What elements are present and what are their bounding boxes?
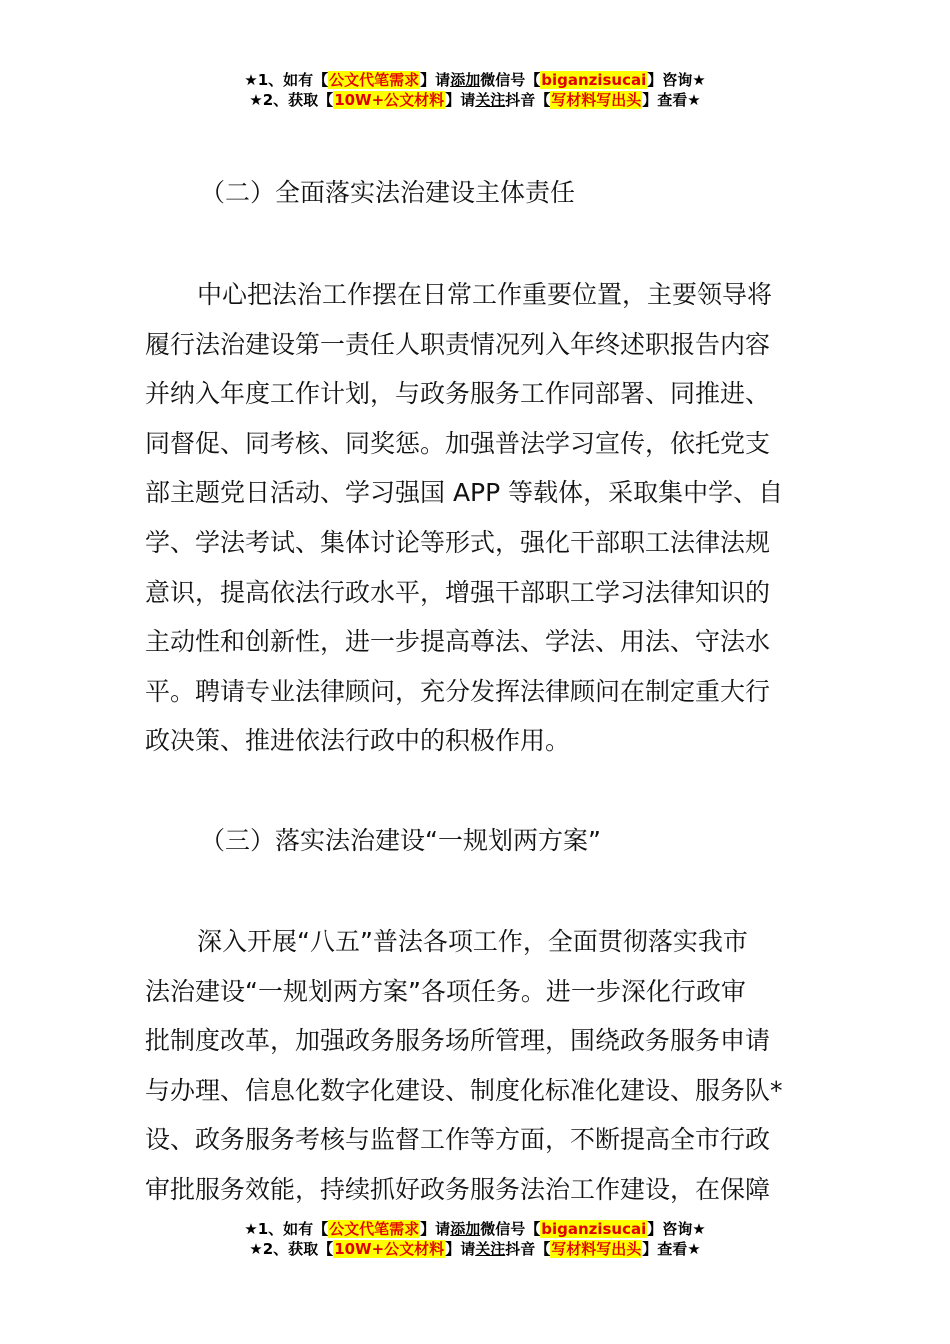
paragraph-line: 法治建设“一规划两方案”各项任务。进一步深化行政审 bbox=[145, 976, 746, 1006]
underlined-text: 关注 bbox=[475, 1240, 506, 1258]
highlight-text: 10W+公文材料 bbox=[334, 1240, 445, 1258]
wechat-id: biganzisucai bbox=[541, 71, 647, 89]
underlined-text: 添加 bbox=[450, 71, 481, 89]
paragraph-line: 与办理、信息化数字化建设、制度化标准化建设、服务队* bbox=[145, 1075, 783, 1105]
banner-text: 】咨询★ bbox=[647, 71, 706, 89]
banner-text: 】请 bbox=[420, 71, 451, 89]
banner-text: 】查看★ bbox=[642, 91, 701, 109]
paragraph-line: 部主题党日活动、学习强国 APP 等载体，采取集中学、自 bbox=[145, 478, 784, 508]
paragraph-line: 批制度改革，加强政务服务场所管理，围绕政务服务申请 bbox=[145, 1026, 771, 1056]
banner-line-1 bbox=[0, 1219, 950, 1239]
banner-text: 】咨询★ bbox=[647, 1220, 706, 1238]
banner-text: 】查看★ bbox=[642, 1240, 701, 1258]
underlined-text: 关注 bbox=[475, 91, 506, 109]
banner-text: 】请 bbox=[445, 91, 476, 109]
paragraph-line: 平。聘请专业法律顾问，充分发挥法律顾问在制定重大行 bbox=[145, 676, 771, 706]
highlight-text: 公文代笔需求 bbox=[329, 1220, 420, 1238]
paragraph-line: 履行法治建设第一责任人职责情况列入年终述职报告内容 bbox=[145, 329, 771, 359]
section-heading-3: （三）落实法治建设“一规划两方案” bbox=[200, 826, 601, 855]
paragraph-line: 政决策、推进依法行政中的积极作用。 bbox=[145, 726, 571, 756]
banner-text: ★2、获取【 bbox=[249, 91, 334, 109]
banner-text: 微信号【 bbox=[480, 71, 541, 89]
banner-text: 】请 bbox=[420, 1220, 451, 1238]
highlight-text: 10W+公文材料 bbox=[334, 91, 445, 109]
section-heading-2: （二）全面落实法治建设主体责任 bbox=[200, 178, 576, 207]
banner-text: ★1、如有【 bbox=[244, 1220, 329, 1238]
paragraph-line: 中心把法治工作摆在日常工作重要位置，主要领导将 bbox=[197, 280, 773, 309]
section-3-paragraph bbox=[145, 917, 815, 1215]
paragraph-line: 并纳入年度工作计划，与政务服务工作同部署、同推进、 bbox=[145, 379, 771, 409]
bottom-banner bbox=[0, 1219, 950, 1259]
highlight-text: 公文代笔需求 bbox=[329, 71, 420, 89]
paragraph-line: 学、学法考试、集体讨论等形式，强化干部职工法律法规 bbox=[145, 527, 771, 557]
banner-text: 抖音【 bbox=[505, 1240, 551, 1258]
douyin-account: 写材料写出头 bbox=[551, 1240, 642, 1258]
banner-line-2 bbox=[0, 90, 950, 110]
paragraph-line: 设、政务服务考核与监督工作等方面，不断提高全市行政 bbox=[145, 1125, 771, 1155]
banner-line-2 bbox=[0, 1239, 950, 1259]
banner-text: ★2、获取【 bbox=[249, 1240, 334, 1258]
banner-text: 抖音【 bbox=[505, 91, 551, 109]
paragraph-line: 主动性和创新性，进一步提高尊法、学法、用法、守法水 bbox=[145, 627, 771, 657]
banner-text: 微信号【 bbox=[480, 1220, 541, 1238]
paragraph-line: 意识，提高依法行政水平，增强干部职工学习法律知识的 bbox=[145, 577, 771, 607]
section-2-paragraph bbox=[145, 270, 815, 766]
douyin-account: 写材料写出头 bbox=[551, 91, 642, 109]
wechat-id: biganzisucai bbox=[541, 1220, 647, 1238]
top-banner bbox=[0, 70, 950, 110]
underlined-text: 添加 bbox=[450, 1220, 481, 1238]
paragraph-line: 审批服务效能，持续抓好政务服务法治工作建设，在保障 bbox=[145, 1174, 771, 1204]
paragraph-line: 深入开展“八五”普法各项工作，全面贯彻落实我市 bbox=[197, 927, 748, 956]
banner-line-1 bbox=[0, 70, 950, 90]
paragraph-line: 同督促、同考核、同奖惩。加强普法学习宣传，依托党支 bbox=[145, 428, 771, 458]
banner-text: ★1、如有【 bbox=[244, 71, 329, 89]
banner-text: 】请 bbox=[445, 1240, 476, 1258]
